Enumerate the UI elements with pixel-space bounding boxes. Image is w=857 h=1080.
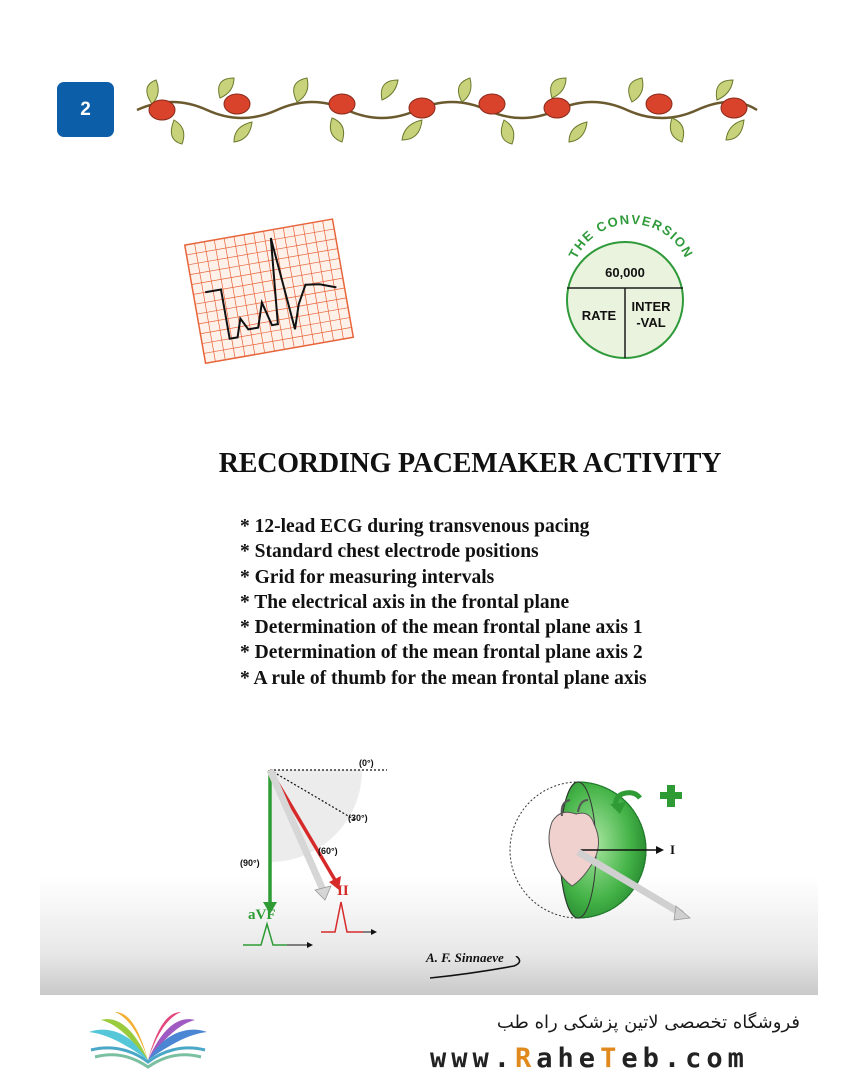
lead-avf-label: aVF — [248, 907, 276, 923]
page-title: RECORDING PACEMAKER ACTIVITY — [218, 448, 722, 479]
heart-sphere-diagram — [500, 770, 710, 930]
list-item: * The electrical axis in the frontal plane — [240, 591, 570, 613]
conversion-title: THE CONVERSION — [565, 215, 697, 261]
list-item: * Determination of the mean frontal plane axis 1 — [240, 617, 643, 639]
conversion-interval-line2: -VAL — [636, 315, 666, 330]
website-url[interactable] — [430, 1043, 800, 1074]
url-mid: ahe — [536, 1043, 601, 1074]
shop-name: فروشگاه تخصصی لاتین پزشکی راه طب — [496, 1012, 800, 1033]
list-item: * A rule of thumb for the mean frontal plane axis — [240, 667, 647, 689]
list-item: * Standard chest electrode positions — [240, 541, 539, 563]
conversion-interval-line1: INTER — [631, 299, 671, 314]
topic-list — [240, 514, 647, 691]
url-suffix: eb.com — [621, 1043, 749, 1074]
lead-ii-label: II — [337, 883, 349, 899]
url-prefix: www. — [430, 1043, 516, 1074]
conversion-circle-diagram — [550, 215, 710, 365]
url-letter-r: R — [515, 1043, 537, 1074]
ecg-strip-illustration — [180, 205, 360, 377]
list-item: * Determination of the mean frontal plane axis 2 — [240, 642, 643, 664]
frontal-axis-diagram — [235, 752, 395, 952]
angle-60-label: (60°) — [318, 846, 338, 856]
list-item: * 12-lead ECG during transvenous pacing — [240, 516, 590, 537]
url-letter-t: T — [600, 1043, 622, 1074]
angle-90-label: (90°) — [240, 858, 260, 868]
book-logo-icon — [85, 1010, 211, 1070]
page-number-badge — [57, 82, 114, 137]
conversion-value: 60,000 — [605, 265, 645, 280]
page-number: 2 — [80, 98, 91, 120]
rosehip-garland-decoration — [132, 74, 762, 146]
angle-0-label: (0°) — [359, 758, 374, 768]
lead-i-label: I — [670, 842, 676, 857]
author-signature: A. F. Sinnaeve — [426, 950, 504, 965]
angle-30-label: (30°) — [348, 813, 368, 823]
list-item: * Grid for measuring intervals — [240, 566, 495, 588]
conversion-rate-label: RATE — [581, 308, 617, 323]
signature-underline — [430, 956, 526, 984]
